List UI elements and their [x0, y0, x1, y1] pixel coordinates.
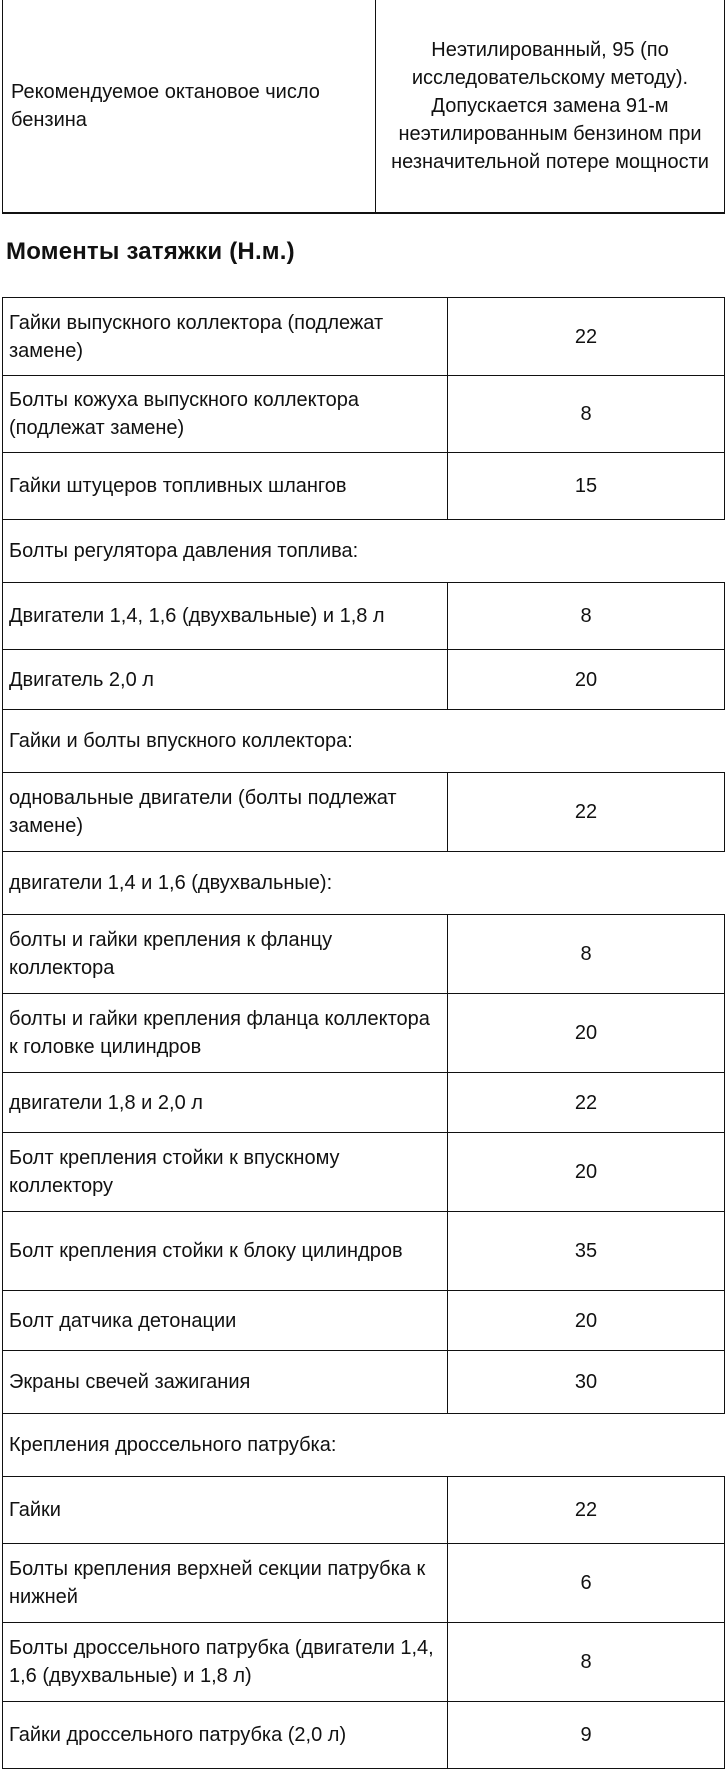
fuel-label: Рекомендуемое октановое число бензина — [3, 0, 376, 213]
table-row — [3, 1212, 725, 1291]
row-label: болты и гайки крепления к фланцу коллектора — [3, 915, 448, 994]
table-row — [3, 453, 725, 520]
torque-value: 8 — [448, 1623, 725, 1702]
row-label: Болты крепления верхней секции патрубка к нижней — [3, 1544, 448, 1623]
row-label: Болт датчика детонации — [3, 1291, 448, 1351]
row-label: Двигатели 1,4, 1,6 (двухвальные) и 1,8 л — [3, 583, 448, 650]
torque-value: 35 — [448, 1212, 725, 1291]
table-row — [3, 1544, 725, 1623]
row-label: Экраны свечей зажигания — [3, 1351, 448, 1414]
row-label: Гайки штуцеров топливных шлангов — [3, 453, 448, 520]
torque-value: 8 — [448, 376, 725, 453]
table-row — [3, 1351, 725, 1414]
torque-value: 20 — [448, 1133, 725, 1212]
table-row — [3, 1291, 725, 1351]
table-row — [3, 994, 725, 1073]
fuel-row — [3, 0, 725, 213]
torque-value: 6 — [448, 1544, 725, 1623]
table-row — [3, 915, 725, 994]
row-label: двигатели 1,8 и 2,0 л — [3, 1073, 448, 1133]
row-label: Болт крепления стойки к впускному коллектору — [3, 1133, 448, 1212]
table-row — [3, 1623, 725, 1702]
row-label: Болты дроссельного патрубка (двигатели 1,4, 1,6 (двухвальные) и 1,8 л) — [3, 1623, 448, 1702]
torque-value: 22 — [448, 773, 725, 852]
table-subheading-row — [3, 852, 725, 915]
row-label: Гайки выпускного коллектора (подлежат замене) — [3, 298, 448, 376]
table-row — [3, 650, 725, 710]
row-label: Гайки — [3, 1477, 448, 1544]
subheading-label: Гайки и болты впускного коллектора: — [3, 710, 725, 773]
table-row — [3, 1702, 725, 1769]
fuel-value: Неэтилированный, 95 (по исследовательскому методу). Допускается замена 91-м неэтилированным бензином при незначительной потере мощности — [376, 0, 725, 213]
torque-value: 20 — [448, 1291, 725, 1351]
table-row — [3, 376, 725, 453]
table-subheading-row — [3, 520, 725, 583]
torque-value: 30 — [448, 1351, 725, 1414]
subheading-label: Болты регулятора давления топлива: — [3, 520, 725, 583]
subheading-label: Крепления дроссельного патрубка: — [3, 1414, 725, 1477]
torque-value: 8 — [448, 583, 725, 650]
torque-value: 22 — [448, 1477, 725, 1544]
table-row — [3, 1133, 725, 1212]
table-row — [3, 298, 725, 376]
fuel-table — [2, 0, 725, 214]
torque-value: 22 — [448, 1073, 725, 1133]
torque-value: 9 — [448, 1702, 725, 1769]
table-subheading-row — [3, 710, 725, 773]
torque-table — [2, 297, 725, 1769]
row-label: Болты кожуха выпускного коллектора (подлежат замене) — [3, 376, 448, 453]
torque-table-body — [3, 298, 725, 1769]
table-row — [3, 1073, 725, 1133]
torque-value: 20 — [448, 994, 725, 1073]
row-label: Болт крепления стойки к блоку цилиндров — [3, 1212, 448, 1291]
row-label: Гайки дроссельного патрубка (2,0 л) — [3, 1702, 448, 1769]
table-row — [3, 773, 725, 852]
table-row — [3, 1477, 725, 1544]
torque-value: 15 — [448, 453, 725, 520]
subheading-label: двигатели 1,4 и 1,6 (двухвальные): — [3, 852, 725, 915]
row-label: болты и гайки крепления фланца коллектора к головке цилиндров — [3, 994, 448, 1073]
torque-value: 8 — [448, 915, 725, 994]
table-subheading-row — [3, 1414, 725, 1477]
section-heading: Моменты затяжки (Н.м.) — [6, 238, 295, 265]
table-row — [3, 583, 725, 650]
row-label: одновальные двигатели (болты подлежат замене) — [3, 773, 448, 852]
torque-value: 22 — [448, 298, 725, 376]
torque-value: 20 — [448, 650, 725, 710]
row-label: Двигатель 2,0 л — [3, 650, 448, 710]
